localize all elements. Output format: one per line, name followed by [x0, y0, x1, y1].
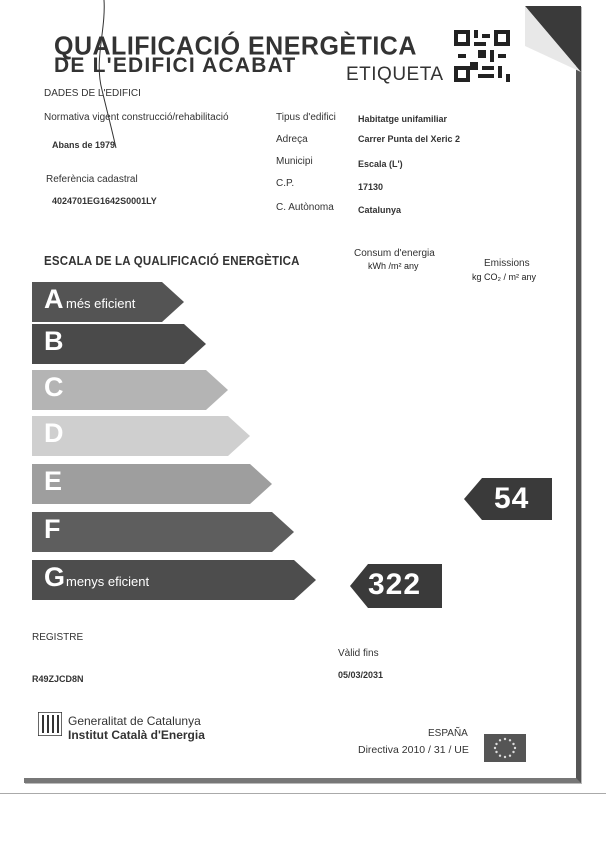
normativa-value: Abans de 1979 [52, 140, 116, 150]
class-arrow-d [32, 416, 250, 456]
directive-label: Directiva 2010 / 31 / UE [358, 744, 469, 756]
emissions-label: Emissions [484, 258, 530, 269]
consum-value: 322 [368, 568, 422, 601]
class-letter-f: F [44, 514, 61, 544]
tipus-label: Tipus d'edifici [276, 112, 336, 123]
ref-label: Referència cadastral [46, 174, 138, 185]
municipi-label: Municipi [276, 156, 313, 167]
emissions-unit: kg CO₂ / m² any [472, 272, 537, 282]
adreca-value: Carrer Punta del Xeric 2 [358, 134, 461, 144]
adreca-label: Adreça [276, 134, 308, 145]
class-arrow-e [32, 464, 272, 504]
tipus-value: Habitatge unifamiliar [358, 114, 448, 124]
label-sheet [24, 6, 581, 783]
class-letter-c: C [44, 372, 64, 402]
consum-unit: kWh /m² any [368, 261, 419, 271]
class-letter-d: D [44, 418, 64, 448]
class-letter-g: G [44, 562, 66, 592]
emissions-value: 54 [494, 482, 530, 515]
qr-code-icon [454, 30, 510, 82]
cp-label: C.P. [276, 178, 295, 189]
ca-label: C. Autònoma [276, 202, 334, 213]
org-line1: Generalitat de Catalunya [68, 714, 201, 728]
class-text-g: menys eficient [66, 574, 150, 589]
section-label: DADES DE L'EDIFICI [44, 88, 141, 99]
cp-value: 17130 [358, 182, 384, 192]
folded-corner [525, 6, 581, 72]
class-arrow-f [32, 512, 294, 552]
org-line2: Institut Català d'Energia [68, 728, 205, 742]
ca-value: Catalunya [358, 205, 402, 215]
ref-value: 4024701EG1642S0001LY [52, 196, 157, 206]
valid-value: 05/03/2031 [338, 670, 384, 680]
generalitat-logo-icon [38, 712, 62, 736]
registre-value: R49ZJCD8N [32, 674, 84, 684]
municipi-value: Escala (L') [358, 159, 403, 169]
registre-label: REGISTRE [32, 632, 84, 643]
class-letter-e: E [44, 466, 63, 496]
class-letter-b: B [44, 326, 64, 356]
title-line1: QUALIFICACIÓ ENERGÈTICA [54, 31, 417, 61]
class-text-a: més eficient [66, 296, 136, 311]
eu-flag-icon [484, 734, 526, 762]
valid-label: Vàlid fins [338, 648, 379, 659]
etiqueta-label: ETIQUETA [346, 64, 444, 85]
country-label: ESPAÑA [428, 728, 468, 739]
page-divider [0, 793, 606, 794]
consum-label: Consum d'energia [354, 248, 435, 259]
class-letter-a: A [44, 284, 64, 314]
normativa-label: Normativa vigent construcció/rehabilitació [44, 112, 229, 123]
title-line2: DE L'EDIFICI ACABAT [54, 54, 297, 77]
scale-title: ESCALA DE LA QUALIFICACIÓ ENERGÈTICA [44, 254, 300, 268]
